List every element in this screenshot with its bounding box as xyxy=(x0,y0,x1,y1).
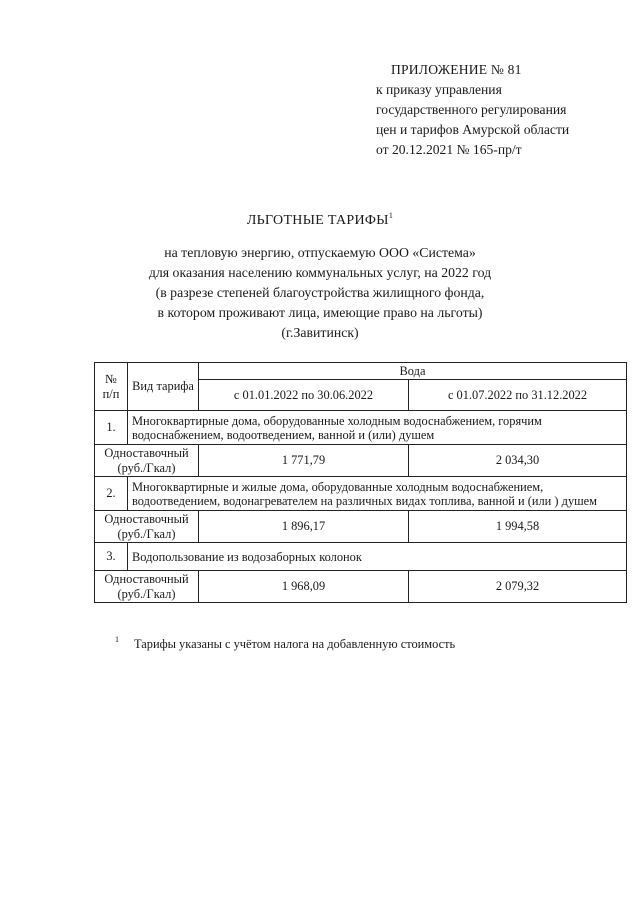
subtitle-line-1: на тепловую энергию, отпускаемую ООО «Система» xyxy=(164,245,476,260)
footnote-mark: 1 xyxy=(115,635,119,644)
document-subtitle xyxy=(0,243,640,343)
header-tariff-type: Вид тарифа xyxy=(128,363,199,411)
document-title xyxy=(0,213,640,229)
section-row xyxy=(95,543,627,571)
footnote-text: Тарифы указаны с учётом налога на добавленную стоимость xyxy=(134,637,456,651)
tariff-value-period-2: 2 034,30 xyxy=(409,445,627,477)
section-description: Многоквартирные и жилые дома, оборудованные холодным водоснабжением, водоотведением, водонагревателем на различных видах топлива, ванной и (или ) душем xyxy=(128,477,627,511)
section-row xyxy=(95,477,627,511)
tariffs-table xyxy=(94,362,627,603)
tariff-row xyxy=(95,571,627,603)
tariff-type-cell: Одноставочный (руб./Гкал) xyxy=(95,571,199,603)
tariff-value-period-1: 1 771,79 xyxy=(199,445,409,477)
section-row xyxy=(95,411,627,445)
header-water: Вода xyxy=(199,363,627,380)
appendix-block xyxy=(376,60,638,160)
title-footnote-mark: 1 xyxy=(388,211,394,220)
section-number: 2. xyxy=(95,477,128,511)
footnote xyxy=(115,635,456,652)
tariff-value-period-1: 1 896,17 xyxy=(199,511,409,543)
appendix-heading: ПРИЛОЖЕНИЕ № 81 xyxy=(391,62,522,77)
tariff-type-cell: Одноставочный (руб./Гкал) xyxy=(95,445,199,477)
appendix-date-line: от 20.12.2021 № 165-пр/т xyxy=(376,142,522,157)
section-description: Водопользование из водозаборных колонок xyxy=(128,543,627,571)
header-period-1: с 01.01.2022 по 30.06.2022 xyxy=(199,380,409,411)
section-number: 3. xyxy=(95,543,128,571)
tariff-row xyxy=(95,445,627,477)
section-number: 1. xyxy=(95,411,128,445)
tariff-row xyxy=(95,511,627,543)
appendix-order-line: к приказу управления xyxy=(376,82,502,97)
tariff-type-cell: Одноставочный (руб./Гкал) xyxy=(95,511,199,543)
appendix-region-line: цен и тарифов Амурской области xyxy=(376,122,570,137)
header-number: № п/п xyxy=(95,363,128,411)
subtitle-line-4: в котором проживают лица, имеющие право на льготы) xyxy=(157,305,483,320)
document-title-text: ЛЬГОТНЫЕ ТАРИФЫ xyxy=(246,213,389,228)
header-period-2: с 01.07.2022 по 31.12.2022 xyxy=(409,380,627,411)
section-description: Многоквартирные дома, оборудованные холодным водоснабжением, горячим водоснабжением, водоотведением, ванной и (или) душем xyxy=(128,411,627,445)
appendix-department-line: государственного регулирования xyxy=(376,102,567,117)
subtitle-city: (г.Завитинск) xyxy=(281,325,359,340)
subtitle-line-3: (в разрезе степеней благоустройства жилищного фонда, xyxy=(155,285,485,300)
tariff-value-period-1: 1 968,09 xyxy=(199,571,409,603)
tariff-value-period-2: 1 994,58 xyxy=(409,511,627,543)
tariff-value-period-2: 2 079,32 xyxy=(409,571,627,603)
subtitle-line-2: для оказания населению коммунальных услуг, на 2022 год xyxy=(148,265,492,280)
